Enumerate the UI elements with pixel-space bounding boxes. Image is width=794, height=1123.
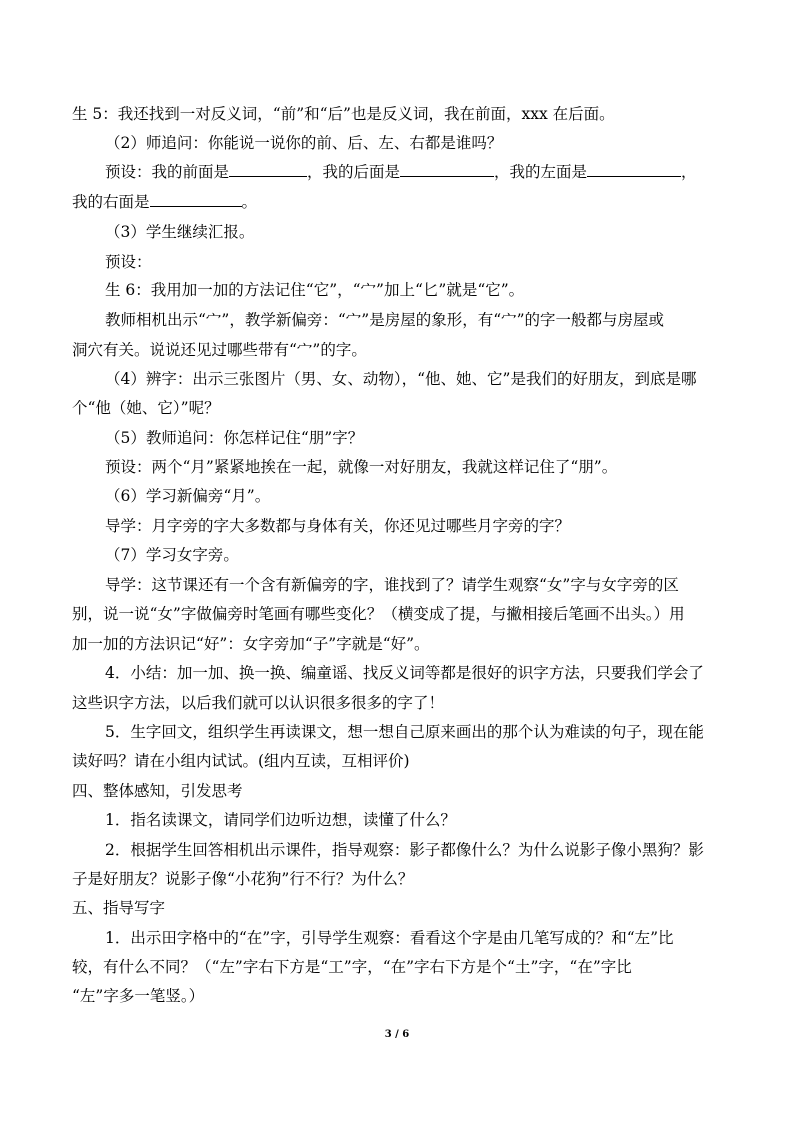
paragraph-line: （6）学习新偏旁“月”。 xyxy=(105,487,271,505)
blank-right xyxy=(150,192,242,207)
section-heading: 四、整体感知，引发思考 xyxy=(72,782,243,800)
blank-front xyxy=(229,162,307,177)
paragraph-line xyxy=(72,192,257,212)
preset-text: 我的右面是 xyxy=(72,193,150,211)
paragraph-line: （7）学习女字旁。 xyxy=(105,546,239,564)
paragraph-line: 读好吗？请在小组内试试。(组内互读，互相评价) xyxy=(72,752,410,770)
paragraph-line: 2．根据学生回答相机出示课件，指导观察：影子都像什么？为什么说影子像小黑狗？影 xyxy=(105,841,704,859)
paragraph-line: 导学：这节课还有一个含有新偏旁的字，谁找到了？请学生观察“女”字与女字旁的区 xyxy=(105,576,679,594)
preset-text: 预设：我的前面是 xyxy=(105,163,230,181)
paragraph-line: 子是好朋友？说影子像“小花狗”行不行？为什么？ xyxy=(72,870,414,888)
paragraph-line: 这些识字方法，以后我们就可以认识很多很多的字了！ xyxy=(72,694,445,712)
paragraph-line: 生 5：我还找到一对反义词，“前”和“后”也是反义词，我在前面，xxx 在后面。 xyxy=(72,105,615,123)
paragraph-line: （4）辨字：出示三张图片（男、女、动物），“他、她、它”是我们的好朋友，到底是哪 xyxy=(105,370,697,388)
paragraph-line: （5）教师追问：你怎样记住“朋”字？ xyxy=(105,429,364,447)
preset-text: 。 xyxy=(241,193,258,211)
paragraph-line: 1．指名读课文，请同学们边听边想，读懂了什么？ xyxy=(105,811,456,829)
paragraph-line: 预设：两个“月”紧紧地挨在一起，就像一对好朋友，我就这样记住了“朋”。 xyxy=(105,458,618,476)
paragraph-line: 4．小结：加一加、换一换、编童谣、找反义词等都是很好的识字方法，只要我们学会了 xyxy=(105,664,704,682)
preset-text: ，我的左面是 xyxy=(494,163,588,181)
paragraph-line: 较，有什么不同？（“左”字右下方是“工”字，“在”字右下方是个“土”字，“在”字比 xyxy=(72,958,632,976)
paragraph-line: 洞穴有关。说说还见过哪些带有“宀”的字。 xyxy=(72,341,367,359)
paragraph-line xyxy=(105,162,697,182)
paragraph-line: 加一加的方法识记“好”：女字旁加“子”字就是“好”。 xyxy=(72,635,430,653)
preset-text: ，我的后面是 xyxy=(307,163,401,181)
paragraph-line: “左”字多一笔竖。） xyxy=(72,987,205,1005)
paragraph-line: 预设： xyxy=(105,253,152,271)
section-heading: 五、指导写字 xyxy=(72,899,166,917)
paragraph-line: 个“他（她、它）”呢？ xyxy=(72,399,220,417)
paragraph-line: （3）学生继续汇报。 xyxy=(105,223,255,241)
preset-text: ， xyxy=(681,163,697,181)
paragraph-line: 导学：月字旁的字大多数都与身体有关，你还见过哪些月字旁的字？ xyxy=(105,517,571,535)
paragraph-line: 别，说一说“女”字做偏旁时笔画有哪些变化？（横变成了提，与撇相接后笔画不出头。）用 xyxy=(72,605,685,623)
paragraph-line: 1．出示田字格中的“在”字，引导学生观察：看看这个字是由几笔写成的？和“左”比 xyxy=(105,929,674,947)
paragraph-line: 教师相机出示“宀”，教学新偏旁：“宀”是房屋的象形，有“宀”的字一般都与房屋或 xyxy=(105,311,665,329)
blank-left xyxy=(587,162,681,177)
paragraph-line: 5．生字回文，组织学生再读课文，想一想自己原来画出的那个认为难读的句子，现在能 xyxy=(105,723,704,741)
blank-back xyxy=(400,162,494,177)
paragraph-line: （2）师追问：你能说一说你的前、后、左、右都是谁吗？ xyxy=(105,134,503,152)
page-number: 3 / 6 xyxy=(384,1029,410,1040)
paragraph-line: 生 6：我用加一加的方法记住“它”，“宀”加上“匕”就是“它”。 xyxy=(105,281,525,299)
